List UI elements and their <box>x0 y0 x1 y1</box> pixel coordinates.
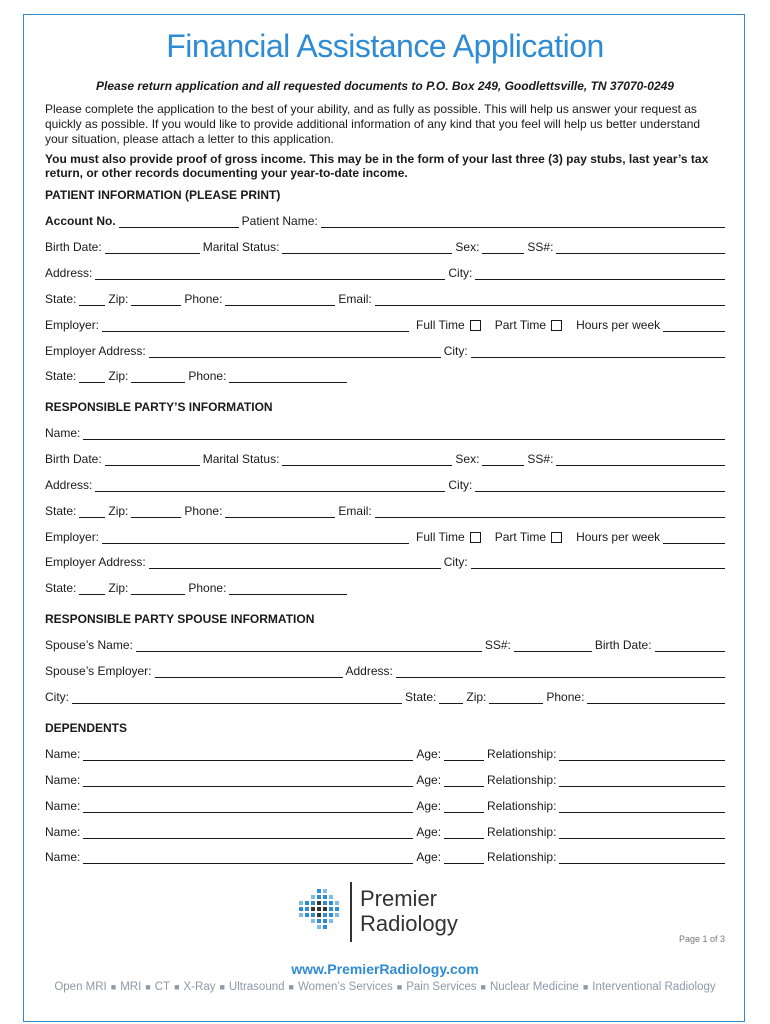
service-item: Interventional Radiology <box>592 981 716 993</box>
dependent-age-label: Age: <box>416 825 442 839</box>
hours-per-week-label: Hours per week <box>576 318 661 332</box>
bullet-square-icon: ■ <box>396 982 403 992</box>
rp-marital-status-label: Marital Status: <box>202 452 280 466</box>
account-no-label: Account No. <box>45 214 116 228</box>
rp-employer-state-label: State: <box>45 581 77 595</box>
bullet-square-icon: ■ <box>145 982 151 992</box>
dependent-name-field[interactable] <box>83 800 413 813</box>
rp-employer-city-field[interactable] <box>471 556 725 569</box>
rp-employer-field[interactable] <box>102 531 409 544</box>
dependent-relationship-field[interactable] <box>559 851 725 864</box>
service-item: X-Ray <box>183 981 216 993</box>
dependent-name-label: Name: <box>45 773 81 787</box>
rp-employer-state-field[interactable] <box>79 582 105 595</box>
spouse-state-label: State: <box>405 690 437 704</box>
rp-employer-address-label: Employer Address: <box>45 555 146 569</box>
rp-part-time-label: Part Time <box>494 530 547 544</box>
rp-city-field[interactable] <box>475 479 725 492</box>
spouse-zip-field[interactable] <box>489 691 543 704</box>
spouse-address-field[interactable] <box>396 665 725 678</box>
spouse-address-label: Address: <box>345 664 393 678</box>
birth-date-label: Birth Date: <box>45 240 102 254</box>
rp-address-field[interactable] <box>95 479 445 492</box>
address-field[interactable] <box>95 267 445 280</box>
logo-divider <box>350 882 352 942</box>
rp-employer-label: Employer: <box>45 530 100 544</box>
state-field[interactable] <box>79 293 105 306</box>
page-number: Page 1 of 3 <box>679 934 726 944</box>
dependent-age-field[interactable] <box>444 800 484 813</box>
rp-employer-phone-field[interactable] <box>229 582 347 595</box>
sex-field[interactable] <box>482 241 524 254</box>
dependent-relationship-label: Relationship: <box>487 825 557 839</box>
spouse-city-label: City: <box>45 690 69 704</box>
spouse-name-label: Spouse’s Name: <box>45 638 133 652</box>
dependent-name-field[interactable] <box>83 774 413 787</box>
rp-ssn-field[interactable] <box>556 453 725 466</box>
spouse-section-heading: RESPONSIBLE PARTY SPOUSE INFORMATION <box>45 612 315 626</box>
service-item: MRI <box>120 981 142 993</box>
phone-field[interactable] <box>225 293 335 306</box>
service-item: Open MRI <box>54 981 107 993</box>
employer-phone-label: Phone: <box>188 369 227 383</box>
rp-sex-field[interactable] <box>482 453 524 466</box>
proof-of-income-note: You must also provide proof of gross income. This may be in the form of your last three (3) pay stubs, last year’s tax return, or other records documenting your year-to-date income. <box>45 152 709 180</box>
employer-city-label: City: <box>443 344 468 358</box>
spouse-city-field[interactable] <box>72 691 402 704</box>
rp-phone-label: Phone: <box>184 504 223 518</box>
employer-address-field[interactable] <box>149 345 441 358</box>
dependent-age-field[interactable] <box>444 851 484 864</box>
radiology-grid-logo-icon <box>298 888 344 934</box>
dependent-age-label: Age: <box>416 773 442 787</box>
patient-row-employer-state <box>45 367 725 383</box>
dependent-row <box>45 745 725 761</box>
dependent-name-field[interactable] <box>83 748 413 761</box>
part-time-checkbox[interactable] <box>551 320 562 331</box>
rp-employer-city-label: City: <box>443 555 468 569</box>
page-title: Financial Assistance Application <box>166 28 604 64</box>
phone-label: Phone: <box>184 292 223 306</box>
responsible-row-employer-state <box>45 579 725 595</box>
dependent-row <box>45 797 725 813</box>
employer-zip-field[interactable] <box>131 370 185 383</box>
dependent-age-label: Age: <box>416 747 442 761</box>
dependent-row <box>45 848 725 864</box>
dependent-name-label: Name: <box>45 747 81 761</box>
responsible-row-employer-address <box>45 553 725 569</box>
spouse-ssn-label: SS#: <box>484 638 511 652</box>
rp-birth-date-label: Birth Date: <box>45 452 102 466</box>
rp-phone-field[interactable] <box>225 505 335 518</box>
logo-text <box>360 886 458 936</box>
responsible-row-state <box>45 502 725 518</box>
dependent-age-label: Age: <box>416 799 442 813</box>
part-time-label: Part Time <box>494 318 547 332</box>
rp-name-label: Name: <box>45 426 81 440</box>
dependent-relationship-label: Relationship: <box>487 799 557 813</box>
spouse-row-city <box>45 688 725 704</box>
patient-section-heading: PATIENT INFORMATION (PLEASE PRINT) <box>45 188 281 202</box>
ssn-field[interactable] <box>556 241 725 254</box>
rp-name-field[interactable] <box>83 427 725 440</box>
bullet-square-icon: ■ <box>219 982 225 992</box>
zip-label: Zip: <box>108 292 129 306</box>
rp-part-time-checkbox[interactable] <box>551 532 562 543</box>
marital-status-label: Marital Status: <box>202 240 280 254</box>
spouse-row-name <box>45 636 725 652</box>
dependent-age-field[interactable] <box>444 748 484 761</box>
full-time-checkbox[interactable] <box>470 320 481 331</box>
dependent-name-field[interactable] <box>83 826 413 839</box>
employer-label: Employer: <box>45 318 100 332</box>
rp-hours-per-week-label: Hours per week <box>576 530 661 544</box>
bullet-square-icon: ■ <box>288 982 294 992</box>
employer-city-field[interactable] <box>471 345 725 358</box>
rp-email-field[interactable] <box>375 505 725 518</box>
email-field[interactable] <box>375 293 725 306</box>
dependent-relationship-field[interactable] <box>559 774 725 787</box>
spouse-ssn-field[interactable] <box>514 639 592 652</box>
city-label: City: <box>448 266 473 280</box>
responsible-row-employer <box>45 528 725 544</box>
dependent-name-field[interactable] <box>83 851 413 864</box>
account-no-field[interactable] <box>119 215 239 228</box>
dependent-relationship-field[interactable] <box>559 800 725 813</box>
dependent-age-field[interactable] <box>444 826 484 839</box>
rp-full-time-checkbox[interactable] <box>470 532 481 543</box>
rp-zip-label: Zip: <box>108 504 129 518</box>
website-link[interactable]: www.PremierRadiology.com <box>291 961 479 977</box>
return-address-note: Please return application and all requested documents to P.O. Box 249, Goodlettsville, TN 37070-0249 <box>96 79 674 93</box>
zip-field[interactable] <box>131 293 181 306</box>
spouse-employer-field[interactable] <box>155 665 343 678</box>
spouse-name-field[interactable] <box>136 639 482 652</box>
rp-marital-status-field[interactable] <box>282 453 452 466</box>
rp-employer-zip-label: Zip: <box>108 581 129 595</box>
employer-state-label: State: <box>45 369 77 383</box>
spouse-birth-date-label: Birth Date: <box>594 638 652 652</box>
dependent-name-label: Name: <box>45 825 81 839</box>
dependent-name-label: Name: <box>45 850 81 864</box>
patient-row-account <box>45 212 725 228</box>
city-field[interactable] <box>475 267 725 280</box>
rp-full-time-label: Full Time <box>416 530 465 544</box>
patient-row-employer-address <box>45 342 725 358</box>
employer-address-label: Employer Address: <box>45 344 146 358</box>
employer-zip-label: Zip: <box>108 369 129 383</box>
service-item: Nuclear Medicine <box>489 981 579 993</box>
hours-per-week-field[interactable] <box>663 319 725 332</box>
dependent-relationship-label: Relationship: <box>487 773 557 787</box>
patient-row-address <box>45 264 725 280</box>
bullet-square-icon: ■ <box>110 982 117 992</box>
dependent-relationship-label: Relationship: <box>487 850 557 864</box>
state-label: State: <box>45 292 77 306</box>
dependent-row <box>45 771 725 787</box>
rp-address-label: Address: <box>45 478 93 492</box>
dependents-section-heading: DEPENDENTS <box>45 721 128 735</box>
rp-state-field[interactable] <box>79 505 105 518</box>
dependent-relationship-label: Relationship: <box>487 747 557 761</box>
bullet-square-icon: ■ <box>582 982 589 992</box>
spouse-employer-label: Spouse’s Employer: <box>45 664 152 678</box>
rp-state-label: State: <box>45 504 77 518</box>
dependent-age-field[interactable] <box>444 774 484 787</box>
rp-sex-label: Sex: <box>455 452 480 466</box>
services-list <box>45 981 725 993</box>
rp-birth-date-field[interactable] <box>105 453 200 466</box>
sex-label: Sex: <box>455 240 480 254</box>
dependent-relationship-field[interactable] <box>559 748 725 761</box>
dependent-row <box>45 823 725 839</box>
premier-radiology-logo <box>298 882 498 942</box>
dependent-relationship-field[interactable] <box>559 826 725 839</box>
employer-phone-field[interactable] <box>229 370 347 383</box>
spouse-row-employer <box>45 662 725 678</box>
rp-employer-address-field[interactable] <box>149 556 441 569</box>
logo-line-premier: Premier <box>360 886 438 911</box>
patient-name-label: Patient Name: <box>241 214 318 228</box>
rp-zip-field[interactable] <box>131 505 181 518</box>
logo-line-radiology: Radiology <box>360 911 458 936</box>
responsible-row-birth <box>45 450 725 466</box>
rp-hours-per-week-field[interactable] <box>663 531 725 544</box>
spouse-zip-label: Zip: <box>466 690 487 704</box>
responsible-section-heading: RESPONSIBLE PARTY’S INFORMATION <box>45 400 273 414</box>
service-item: CT <box>154 981 171 993</box>
service-item: Ultrasound <box>228 981 285 993</box>
spouse-phone-field[interactable] <box>587 691 725 704</box>
dependent-name-label: Name: <box>45 799 81 813</box>
spouse-state-field[interactable] <box>439 691 463 704</box>
spouse-phone-label: Phone: <box>546 690 585 704</box>
patient-row-state <box>45 290 725 306</box>
rp-ssn-label: SS#: <box>527 452 554 466</box>
patient-row-birth <box>45 238 725 254</box>
patient-name-field[interactable] <box>321 215 725 228</box>
address-label: Address: <box>45 266 93 280</box>
patient-row-employer <box>45 316 725 332</box>
employer-field[interactable] <box>102 319 409 332</box>
marital-status-field[interactable] <box>282 241 452 254</box>
rp-employer-zip-field[interactable] <box>131 582 185 595</box>
responsible-row-address <box>45 476 725 492</box>
spouse-birth-date-field[interactable] <box>655 639 725 652</box>
email-label: Email: <box>338 292 372 306</box>
service-item: Women’s Services <box>297 981 393 993</box>
bullet-square-icon: ■ <box>480 982 486 992</box>
responsible-row-name <box>45 424 725 440</box>
service-item: Pain Services <box>406 981 477 993</box>
bullet-square-icon: ■ <box>174 982 180 992</box>
rp-email-label: Email: <box>338 504 372 518</box>
ssn-label: SS#: <box>527 240 554 254</box>
dependent-age-label: Age: <box>416 850 442 864</box>
birth-date-field[interactable] <box>105 241 200 254</box>
full-time-label: Full Time <box>416 318 465 332</box>
intro-paragraph: Please complete the application to the best of your ability, and as fully as possible. This will help us answer your request as quickly as possible. If you would like to provide additional information of any kind that you feel will help us better understand your situation, please attach a letter to this application. <box>45 102 701 146</box>
employer-state-field[interactable] <box>79 370 105 383</box>
rp-city-label: City: <box>448 478 473 492</box>
rp-employer-phone-label: Phone: <box>188 581 227 595</box>
